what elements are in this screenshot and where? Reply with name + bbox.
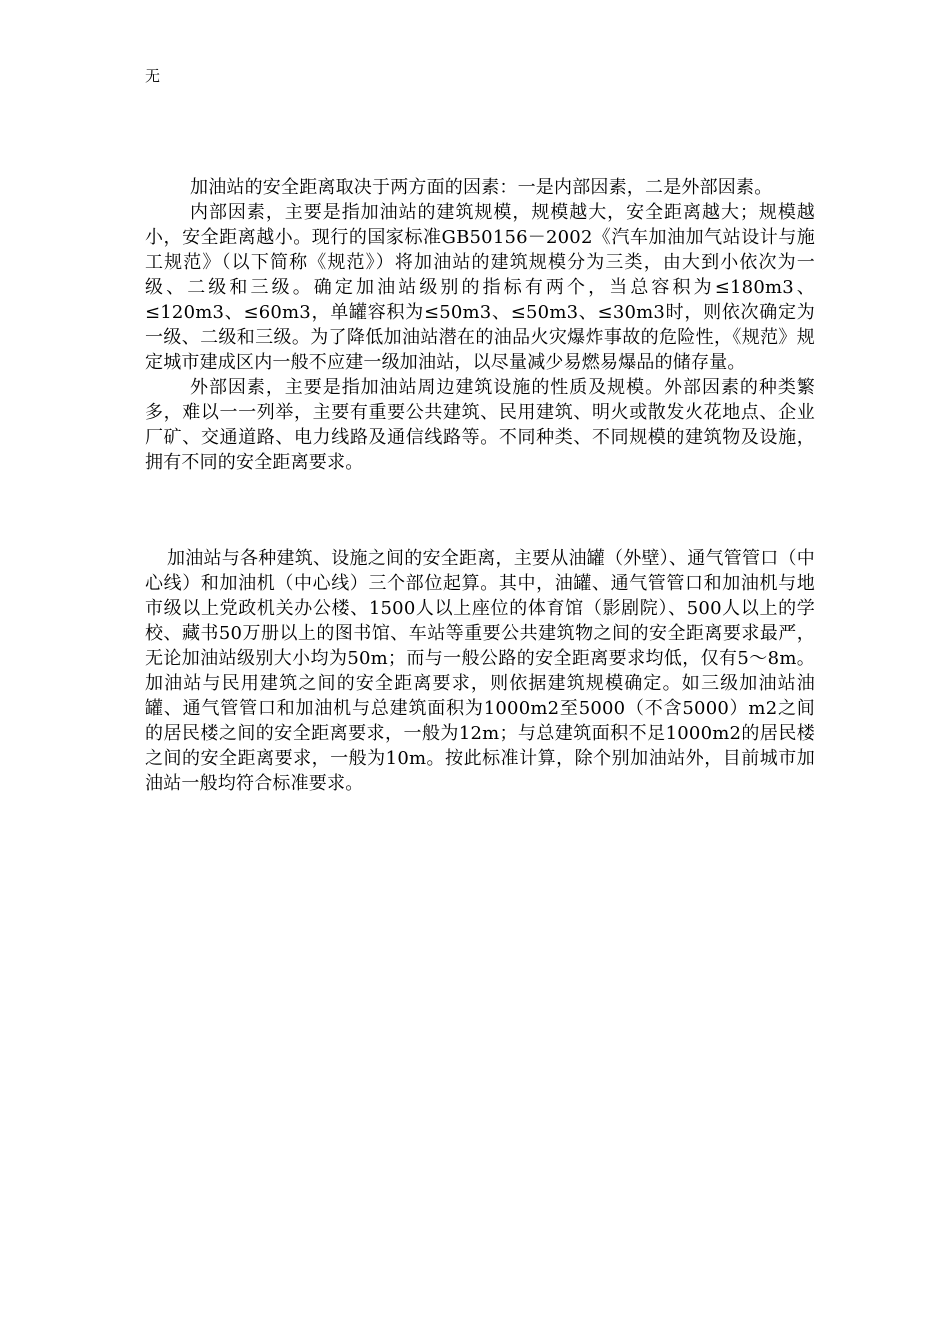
paragraph-internal-factors: 内部因素，主要是指加油站的建筑规模，规模越大，安全距离越大；规模越小，安全距离越小。现行的国家标准GB50156－2002《汽车加油加气站设计与施工规范》（以下简称《规范》）将加油站的建筑规模分为三类，由大到小依次为一级、二级和三级。确定加油站级别的指标有两个，当总容积为≤180m3、≤120m3、≤60m3，单罐容积为≤50m3、≤50m3、≤30m3时，则依次确定为一级、二级和三级。为了降低加油站潜在的油品火灾爆炸事故的危险性，《规范》规定城市建成区内一般不应建一级加油站，以尽量减少易燃易爆品的储存量。 — [145, 202, 815, 373]
paragraph-intro: 加油站的安全距离取决于两方面的因素：一是内部因素，二是外部因素。 — [190, 177, 773, 198]
section-one — [145, 175, 815, 475]
section-two — [145, 546, 815, 796]
page-header-text: 无 — [145, 67, 161, 85]
paragraph-external-factors: 外部因素，主要是指加油站周边建筑设施的性质及规模。外部因素的种类繁多，难以一一列举，主要有重要公共建筑、民用建筑、明火或散发火花地点、企业厂矿、交通道路、电力线路及通信线路等。不同种类、不同规模的建筑物及设施，拥有不同的安全距离要求。 — [145, 377, 815, 473]
paragraph-safety-distance-details: 加油站与各种建筑、设施之间的安全距离，主要从油罐（外壁）、通气管管口（中心线）和加油机（中心线）三个部位起算。其中，油罐、通气管管口和加油机与地市级以上党政机关办公楼、1500人以上座位的体育馆（影剧院）、500人以上的学校、藏书50万册以上的图书馆、车站等重要公共建筑物之间的安全距离要求最严，无论加油站级别大小均为50m；而与一般公路的安全距离要求均低，仅有5～8m。加油站与民用建筑之间的安全距离要求，则依据建筑规模确定。如三级加油站油罐、通气管管口和加油机与总建筑面积为1000m2至5000（不含5000）m2之间的居民楼之间的安全距离要求，一般为12m；与总建筑面积不足1000m2的居民楼之间的安全距离要求，一般为10m。按此标准计算，除个别加油站外，目前城市加油站一般均符合标准要求。 — [145, 548, 815, 794]
